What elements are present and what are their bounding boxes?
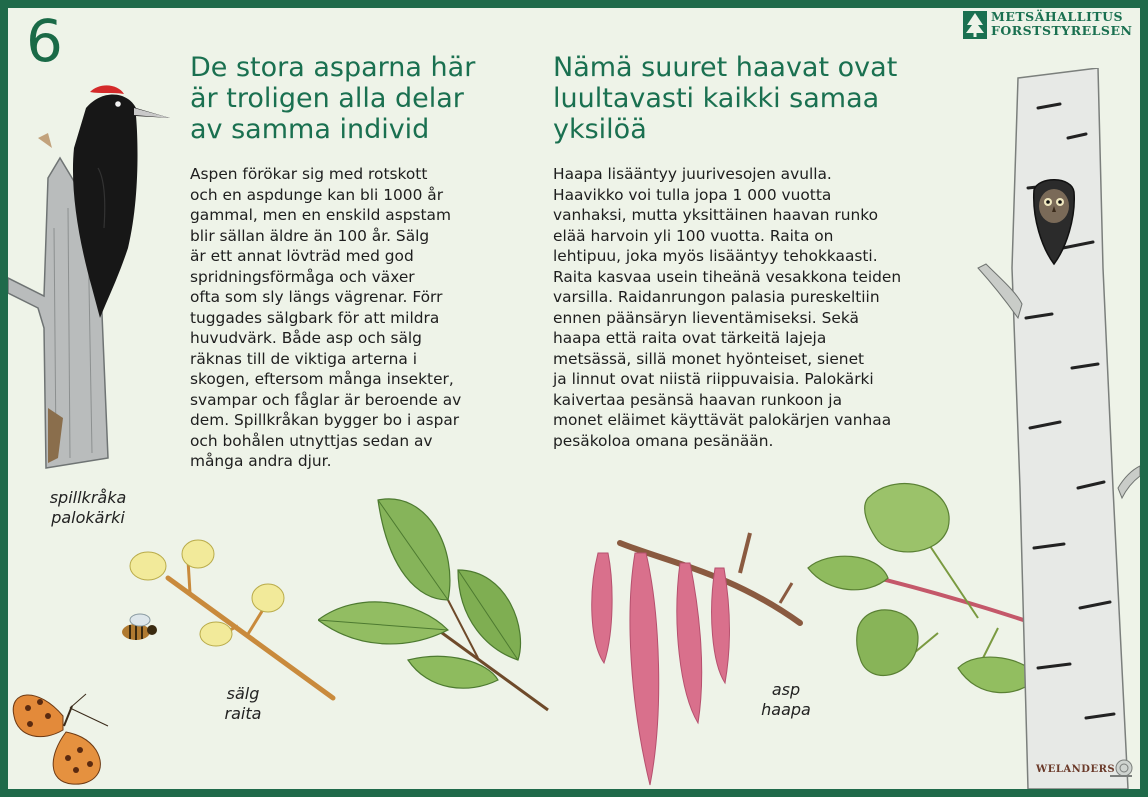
body-line: blir sällan äldre än 100 år. Sälg [190, 226, 430, 245]
body-line: Aspen förökar sig med rotskott [190, 165, 428, 183]
caption-swedish: sälg [226, 684, 260, 703]
caption-finnish: raita [224, 704, 262, 723]
willow-caption [203, 684, 283, 724]
body-line: monet eläimet käyttävät palokärjen vanhaa [553, 411, 892, 429]
owl-illustration [1039, 189, 1069, 223]
body-line: ja linnut ovat niistä riippuvaisia. Palokärki [553, 370, 874, 388]
body-line: Raita kasvaa usein tiheänä vesakkona teiden [553, 267, 902, 286]
body-line: skogen, eftersom många insekter, [190, 370, 454, 388]
finnish-body [553, 164, 901, 451]
aspen-trunk-illustration [968, 68, 1140, 789]
heading-line: luultavasti kaikki samaa [553, 83, 880, 114]
caption-swedish: spillkråka [49, 488, 127, 507]
body-line: kaivertaa pesänsä haavan runkoon ja [553, 390, 843, 409]
body-line: svampar och fåglar är beroende av [190, 390, 462, 409]
swedish-heading [190, 52, 475, 145]
woodpecker-caption [38, 488, 138, 528]
body-line: ofta som sly längs vägrenar. Förr [190, 288, 443, 306]
heading-line: Nämä suuret haavat ovat [553, 52, 898, 83]
finnish-heading [553, 52, 897, 145]
station-number: 6 [26, 8, 63, 75]
body-line: huvudvärk. Både asp och sälg [190, 329, 422, 347]
body-line: och en aspdunge kan bli 1000 år [190, 185, 444, 204]
caption-swedish: asp [771, 680, 801, 699]
forest-tree-logo-icon [963, 11, 987, 39]
body-line: gammal, men en enskild aspstam [190, 206, 451, 224]
body-line: Haapa lisääntyy juurivesojen avulla. [553, 165, 832, 183]
body-line: är ett annat lövträd med god [190, 247, 414, 265]
body-line: tuggades sälgbark för att mildra [190, 308, 440, 327]
body-line: elää harvoin yli 100 vuotta. Raita on [553, 226, 834, 245]
body-line: Haavikko voi tulla jopa 1 000 vuotta [553, 185, 832, 204]
body-line: dem. Spillkråkan bygger bo i aspar [190, 411, 460, 429]
body-line: spridningsförmåga och växer [190, 267, 415, 286]
logo-text [991, 10, 1132, 38]
body-line: många andra djur. [190, 452, 332, 470]
aspen-catkin-illustration [580, 523, 810, 788]
body-line: varsilla. Raidanrungon palasia pureskeltiin [553, 288, 880, 306]
body-line: haapa että raita ovat tärkeitä lajeja [553, 329, 827, 347]
black-woodpecker-illustration [8, 78, 178, 478]
logo-line-2: FORSTSTYRELSEN [991, 23, 1133, 38]
heading-line: De stora asparna här [190, 52, 476, 83]
butterfly-illustration [8, 686, 128, 789]
body-line: räknas till de viktiga arterna i [190, 349, 418, 368]
heading-line: är troligen alla delar [190, 83, 464, 114]
body-line: pesäkoloa omana pesänään. [553, 431, 774, 450]
body-line: metsässä, sillä monet hyönteiset, sienet [553, 349, 865, 368]
maker-label: WELANDERS [1036, 764, 1116, 775]
body-line: ennen päänsäryn lieventämiseksi. Sekä [553, 308, 859, 327]
caption-finnish: haapa [761, 700, 811, 719]
organization-logo [961, 8, 1140, 42]
snail-icon [1110, 758, 1134, 778]
willow-catkin-illustration [118, 538, 348, 703]
body-line: och bohålen utnyttjas sedan av [190, 431, 433, 450]
swedish-body [190, 164, 461, 472]
logo-line-1: METSÄHALLITUS [991, 9, 1124, 24]
caption-finnish: palokärki [51, 508, 125, 527]
body-line: lehtipuu, joka myös lisääntyy tehokkaasti. [553, 247, 878, 265]
heading-line: yksilöä [553, 114, 647, 145]
sign-board [8, 8, 1140, 789]
body-line: vanhaksi, mutta yksittäinen haavan runko [553, 206, 878, 224]
heading-line: av samma individ [190, 114, 430, 145]
willow-leaf-illustration [318, 490, 553, 715]
